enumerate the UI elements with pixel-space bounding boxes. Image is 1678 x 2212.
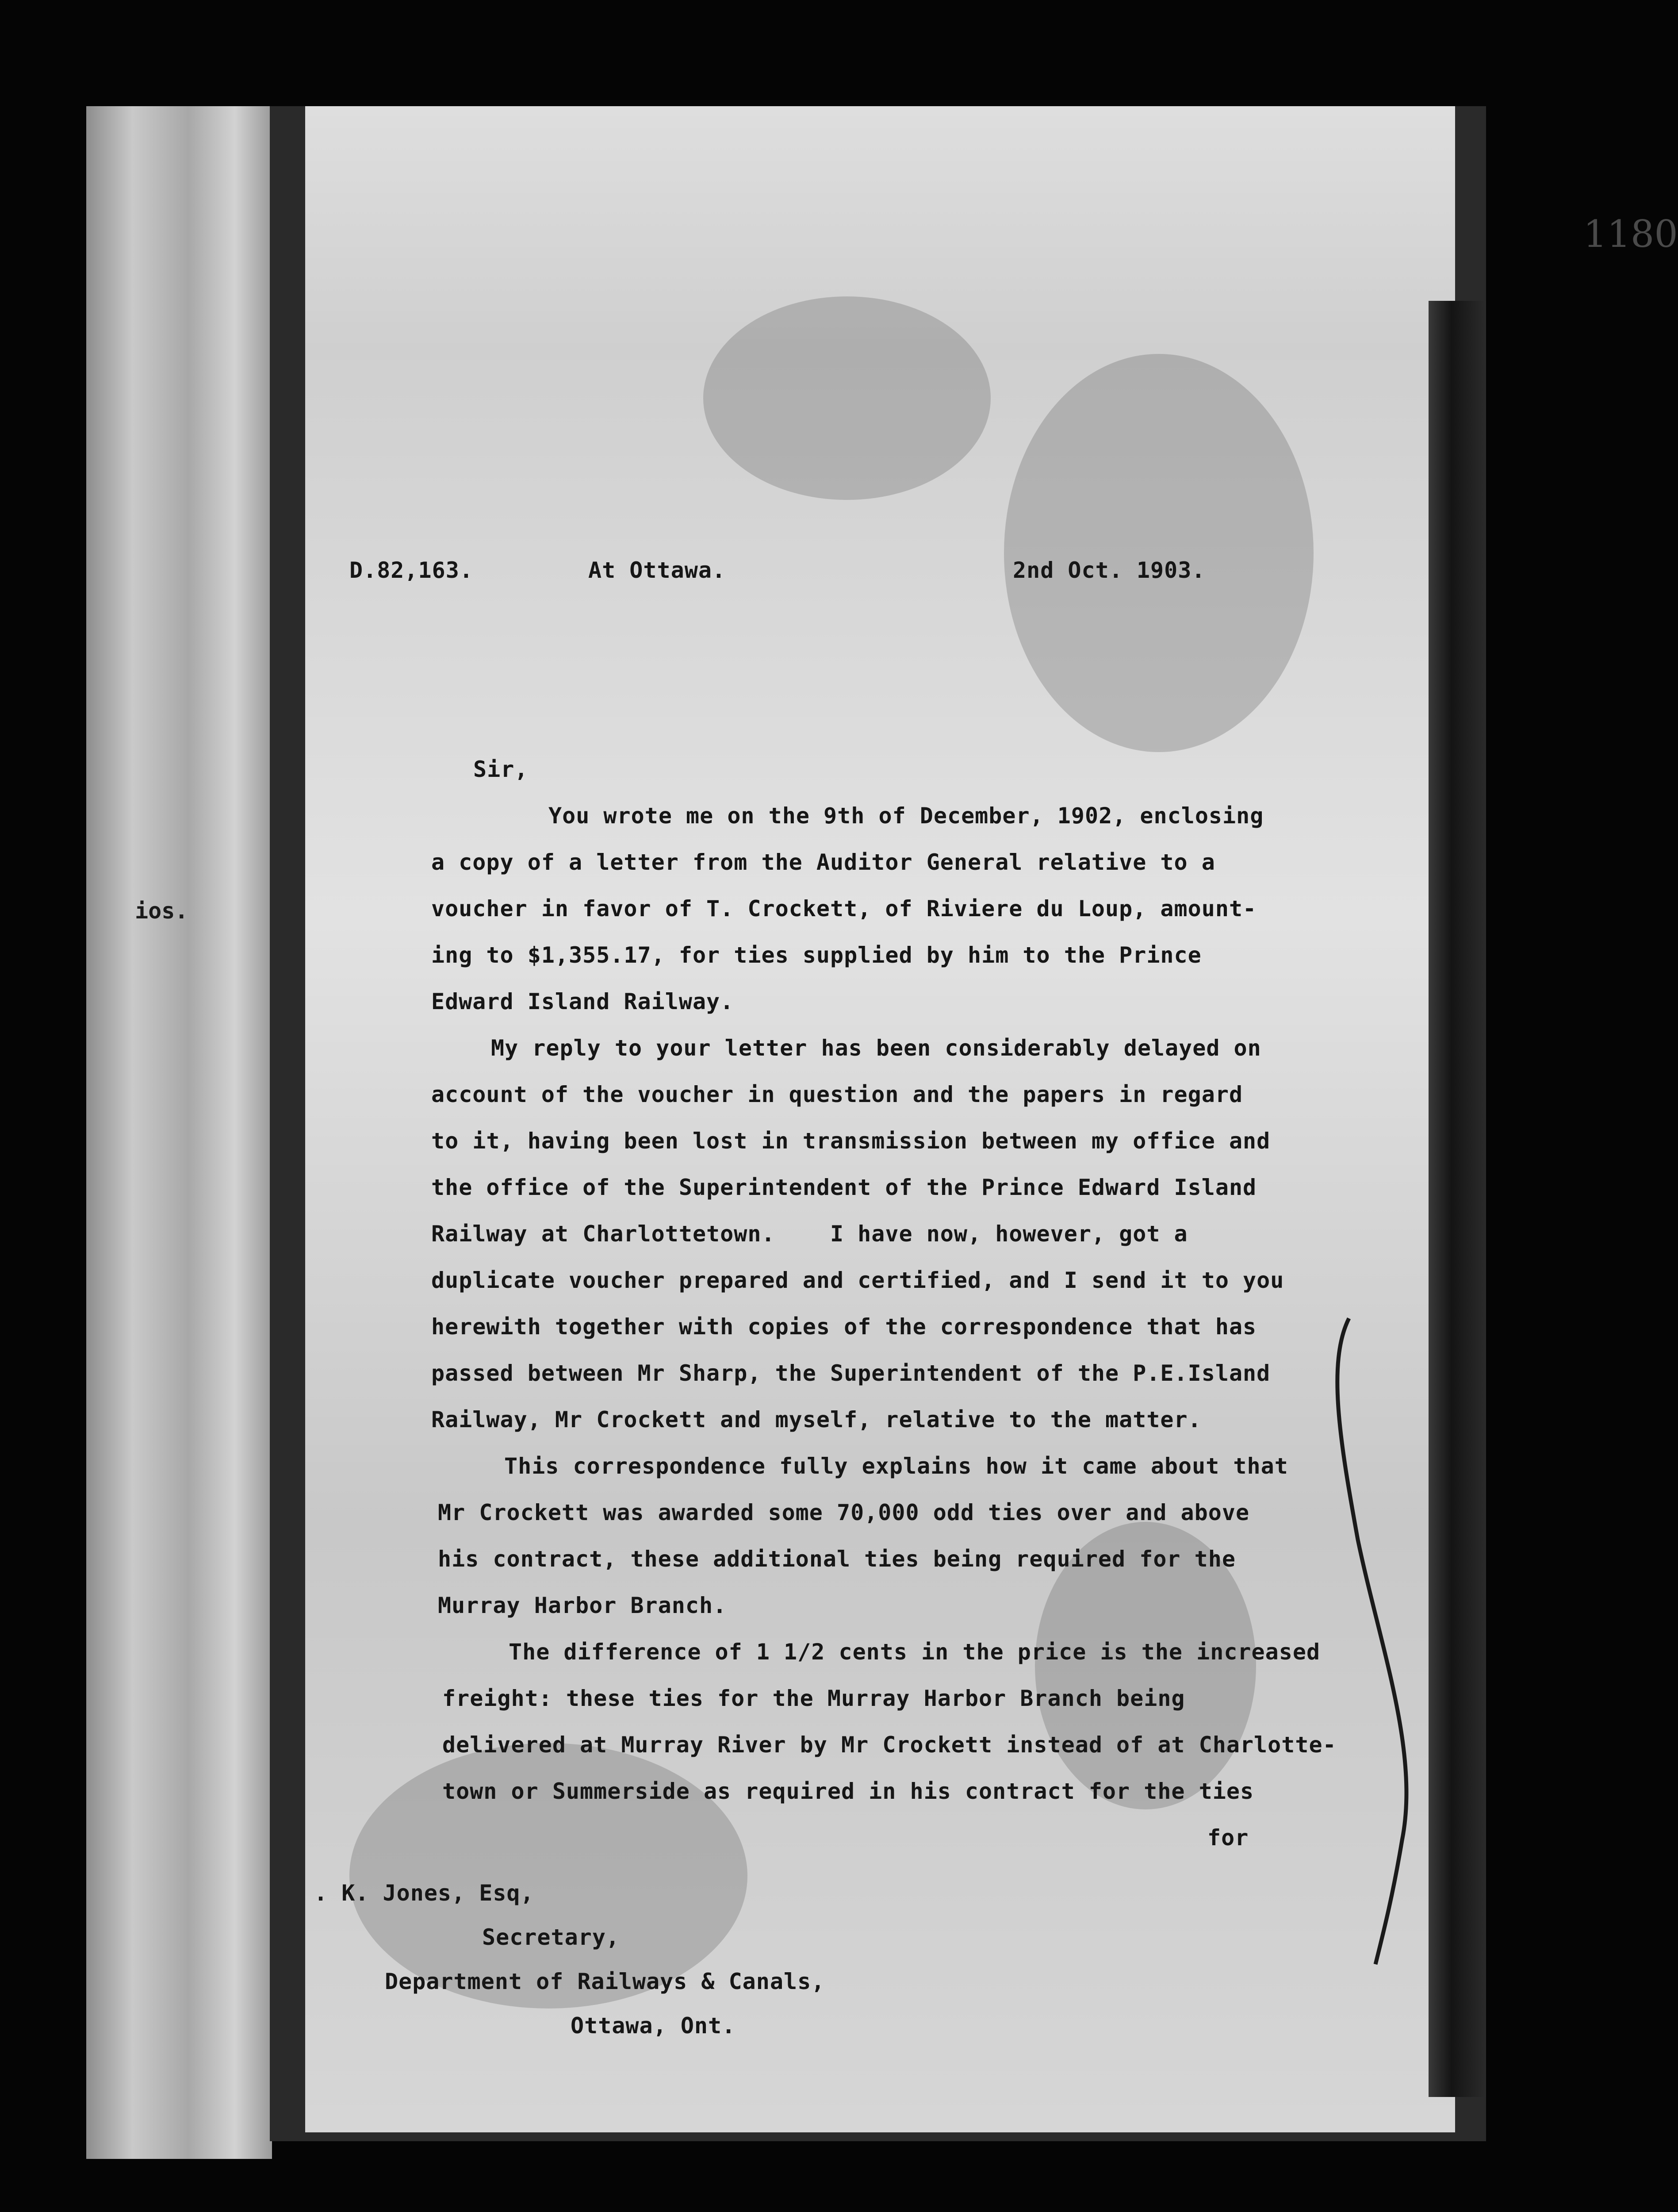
body-line: ing to $1,355.17, for ties supplied by him to the Prince	[431, 942, 1202, 968]
body-line: My reply to your letter has been considerably delayed on	[491, 1035, 1261, 1061]
body-line: The difference of 1 1/2 cents in the price is the increased	[509, 1639, 1321, 1665]
addressee-department: Department of Railways & Canals,	[385, 1969, 825, 1994]
body-line: passed between Mr Sharp, the Superintendent of the P.E.Island	[431, 1360, 1271, 1386]
addressee-name: . K. Jones, Esq,	[314, 1880, 534, 1906]
pen-stroke	[1331, 1310, 1420, 1973]
body-line: voucher in favor of T. Crockett, of Riviere du Loup, amount-	[431, 896, 1257, 922]
body-line: Mr Crockett was awarded some 70,000 odd ties over and above	[438, 1500, 1250, 1525]
margin-note: ios.	[135, 898, 188, 924]
page-edge-shadow	[1429, 301, 1486, 2097]
letter-location: At Ottawa.	[588, 557, 726, 583]
catchword: for	[1207, 1825, 1249, 1851]
body-line: town or Summerside as required in his contract for the ties	[442, 1778, 1254, 1804]
folio-number: 1180	[1583, 212, 1678, 256]
body-line: This correspondence fully explains how it came about that	[504, 1453, 1288, 1479]
body-line: Murray Harbor Branch.	[438, 1593, 727, 1618]
body-line: Railway, Mr Crockett and myself, relative to the matter.	[431, 1407, 1202, 1432]
water-stain	[703, 296, 991, 500]
body-line: You wrote me on the 9th of December, 1902, enclosing	[548, 803, 1264, 829]
letter-date: 2nd Oct. 1903.	[1013, 557, 1206, 583]
body-line: a copy of a letter from the Auditor General relative to a	[431, 849, 1215, 875]
body-line: his contract, these additional ties being required for the	[438, 1546, 1236, 1572]
addressee-title: Secretary,	[482, 1924, 620, 1950]
body-line: Railway at Charlottetown. I have now, however, got a	[431, 1221, 1188, 1247]
reference-number: D.82,163.	[349, 557, 473, 583]
addressee-city: Ottawa, Ont.	[571, 2013, 736, 2039]
body-line: herewith together with copies of the correspondence that has	[431, 1314, 1257, 1340]
body-line: delivered at Murray River by Mr Crockett instead of at Charlotte-	[442, 1732, 1337, 1758]
letter-page	[305, 106, 1678, 2132]
left-page-strip	[86, 106, 272, 2159]
body-line: account of the voucher in question and the papers in regard	[431, 1082, 1243, 1107]
body-line: to it, having been lost in transmission between my office and	[431, 1128, 1271, 1154]
salutation: Sir,	[473, 757, 529, 782]
body-line: the office of the Superintendent of the Prince Edward Island	[431, 1175, 1257, 1200]
body-line: Edward Island Railway.	[431, 989, 734, 1014]
water-stain	[1004, 354, 1314, 752]
body-line: freight: these ties for the Murray Harbor Branch being	[442, 1686, 1185, 1711]
body-line: duplicate voucher prepared and certified, and I send it to you	[431, 1267, 1284, 1293]
